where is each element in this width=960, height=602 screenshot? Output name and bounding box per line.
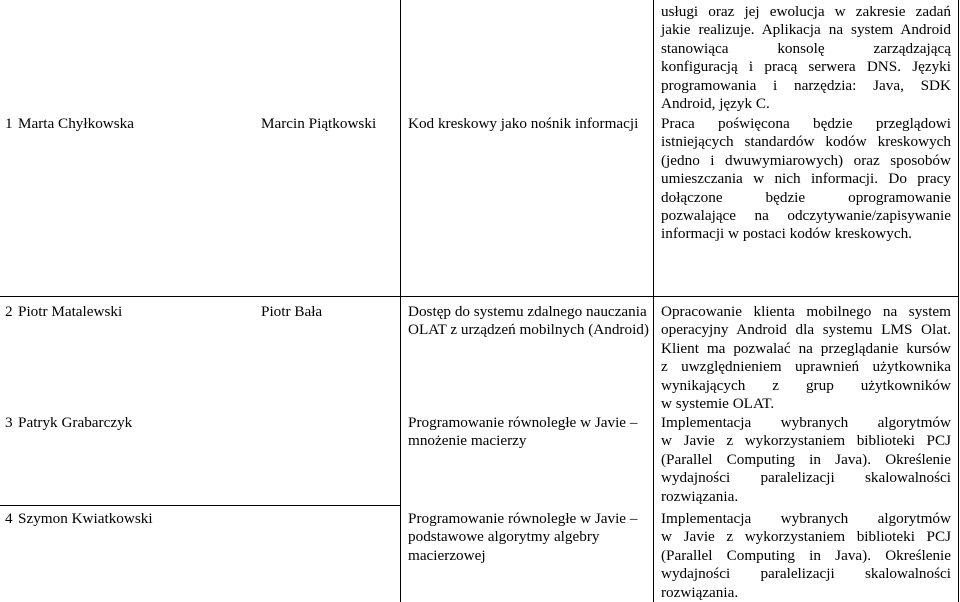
text-line: usługi oraz jej ewolucja w zakresie zadań [661, 3, 951, 20]
text-line: jakie realizuje. Aplikacja na system Android [661, 21, 951, 39]
student-name: Marta Chyłkowska [18, 115, 134, 132]
topic-description [661, 115, 951, 244]
text-line: w systemie OLAT. [661, 395, 775, 413]
text-line: wynikających z grup użytkowników [661, 376, 951, 394]
row-number: 4 [5, 510, 13, 527]
text-line: Praca poświęcona będzie przeglądowi [661, 115, 951, 132]
text-line: Opracowanie klienta mobilnego na system [661, 303, 951, 320]
text-line: w Javie z wykorzystaniem biblioteki PCJ [661, 432, 951, 450]
text-line: dołączone będzie oprogramowanie [661, 188, 951, 206]
grid-line-horizontal [0, 505, 400, 506]
text-line: Klient ma pozwalać na przeglądanie kursów [661, 339, 951, 357]
text-line: z uwzględnieniem uprawnień użytkownika [661, 358, 951, 376]
text-line: Implementacja wybranych algorytmów [661, 414, 951, 431]
grid-line-horizontal [0, 296, 958, 297]
text-line: umieszczania w nich informacji. Do pracy [661, 170, 951, 188]
text-line: programowania i narzędzia: Java, SDK [661, 76, 951, 94]
text-line: wydajności paralelizacji skalowalności [661, 565, 951, 583]
text-line: pozwalające na odczytywanie/zapisywanie [661, 207, 951, 225]
row-number: 2 [5, 303, 13, 320]
text-line: istniejących standardów kodów kreskowych [661, 133, 951, 151]
text-line: konfiguracją i pracą serwera DNS. Języki [661, 58, 951, 76]
row-number: 1 [5, 115, 13, 132]
text-line: Implementacja wybranych algorytmów [661, 510, 951, 527]
text-line: Android, język C. [661, 95, 770, 113]
text-line: operacyjny Android dla systemu LMS Olat. [661, 321, 951, 339]
text-line: wydajności paralelizacji skalowalności [661, 469, 951, 487]
topic-description [661, 303, 951, 413]
text-line: (Parallel Computing in Java). Określenie [661, 546, 951, 564]
continuation-description [661, 3, 951, 113]
grid-line-vertical [958, 0, 959, 602]
topic-title: Programowanie równoległe w Javie – podstawowe algorytmy algebry macierzowej [408, 510, 638, 564]
text-line: w Javie z wykorzystaniem biblioteki PCJ [661, 528, 951, 546]
topic-title: Dostęp do systemu zdalnego nauczania OLAT z urządzeń mobilnych (Android) [408, 303, 649, 339]
text-line: informacji w postaci kodów kreskowych. [661, 225, 912, 243]
text-line: (jedno i dwuwymiarowych) oraz sposobów [661, 151, 951, 169]
topic-description [661, 510, 951, 602]
topic-title: Programowanie równoległe w Javie – mnożenie macierzy [408, 414, 638, 450]
row-number: 3 [5, 414, 13, 431]
supervisor-name: Piotr Bała [261, 303, 323, 320]
grid-line-vertical [400, 0, 401, 602]
supervisor-name: Marcin Piątkowski [261, 115, 377, 132]
student-name: Piotr Matalewski [18, 303, 123, 320]
topic-title: Kod kreskowy jako nośnik informacji [408, 115, 639, 132]
text-line: stanowiąca konsolę zarządzającą [661, 39, 951, 57]
text-line: (Parallel Computing in Java). Określenie [661, 450, 951, 468]
student-name: Patryk Grabarczyk [18, 414, 133, 431]
topic-description [661, 414, 951, 506]
text-line: rozwiązania. [661, 583, 739, 601]
student-name: Szymon Kwiatkowski [18, 510, 153, 527]
text-line: rozwiązania. [661, 487, 739, 505]
